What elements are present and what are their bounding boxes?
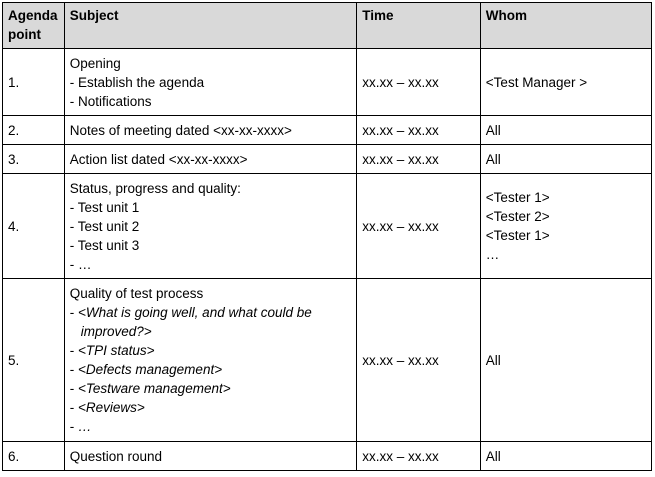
table-row [3, 116, 652, 145]
subject-item [70, 360, 352, 379]
subject-cell [64, 279, 357, 442]
subject-title: Status, progress and quality: [69, 180, 241, 196]
whom-entry: … [485, 247, 500, 262]
subject-item [70, 379, 352, 398]
subject-title: Action list dated <xx-xx-xxxx> [69, 151, 248, 167]
table-row [3, 174, 652, 279]
header-row [3, 3, 652, 49]
table-row [3, 442, 652, 471]
subject-title: Quality of test process [69, 286, 204, 301]
time-cell: xx.xx – xx.xx [357, 174, 481, 279]
header-subject: Subject [64, 3, 357, 49]
whom-cell [480, 145, 651, 174]
whom-cell [480, 116, 651, 145]
item-dash: - [69, 362, 78, 377]
agenda-point: 3. [3, 145, 65, 174]
item-dash: - [69, 305, 78, 320]
subject-cell [64, 49, 357, 116]
item-text: <Reviews> [78, 400, 145, 415]
agenda-point: 1. [3, 49, 65, 116]
subject-title: Notes of meeting dated <xx-xx-xxxx> [69, 122, 292, 138]
subject-item [70, 303, 352, 322]
whom-entry: <Tester 1> [485, 190, 550, 205]
subject-title: Opening [69, 55, 121, 71]
subject-item: - Establish the agenda [69, 74, 205, 90]
item-dash: - [69, 381, 78, 396]
whom-entry: <Test Manager > [485, 74, 588, 90]
table-row [3, 279, 652, 442]
subject-item-continuation: improved?> [80, 324, 152, 339]
subject-item [70, 341, 352, 360]
time-cell: xx.xx – xx.xx [357, 116, 481, 145]
time-cell: xx.xx – xx.xx [357, 145, 481, 174]
time-cell: xx.xx – xx.xx [357, 442, 481, 471]
subject-cell [64, 174, 357, 279]
header-whom: Whom [480, 3, 651, 49]
item-text: … [78, 419, 92, 434]
subject-item: - Notifications [69, 93, 152, 109]
item-dash: - [69, 343, 78, 358]
agenda-point: 4. [3, 174, 65, 279]
subject-item: - Test unit 1 [69, 199, 140, 215]
subject-cell [64, 116, 357, 145]
whom-entry: All [485, 151, 501, 167]
whom-cell [480, 279, 651, 442]
agenda-point: 5. [3, 279, 65, 442]
table-row [3, 49, 652, 116]
time-cell: xx.xx – xx.xx [357, 49, 481, 116]
agenda-table [2, 2, 652, 471]
whom-cell [480, 49, 651, 116]
subject-item: - Test unit 2 [69, 218, 140, 234]
item-text: <TPI status> [78, 343, 155, 358]
item-dash: - [69, 419, 78, 434]
subject-item [70, 417, 352, 436]
whom-cell [480, 174, 651, 279]
agenda-point: 6. [3, 442, 65, 471]
item-dash: - [69, 400, 78, 415]
item-text: <What is going well, and what could be [78, 305, 312, 320]
whom-entry: All [485, 122, 501, 138]
whom-entry: <Tester 1> [485, 228, 550, 243]
subject-cell [64, 442, 357, 471]
subject-cell [64, 145, 357, 174]
item-text: <Defects management> [78, 362, 223, 377]
item-text: <Testware management> [78, 381, 231, 396]
table-row [3, 145, 652, 174]
whom-entry: <Tester 2> [485, 209, 550, 224]
subject-title: Question round [69, 448, 163, 464]
time-cell: xx.xx – xx.xx [357, 279, 481, 442]
subject-item: - … [69, 256, 92, 272]
whom-entry: All [485, 448, 501, 464]
subject-item: - Test unit 3 [69, 237, 140, 253]
agenda-point: 2. [3, 116, 65, 145]
whom-entry: All [485, 352, 501, 368]
header-point: Agenda point [3, 3, 65, 49]
subject-item [70, 398, 352, 417]
header-time: Time [357, 3, 481, 49]
whom-cell [480, 442, 651, 471]
